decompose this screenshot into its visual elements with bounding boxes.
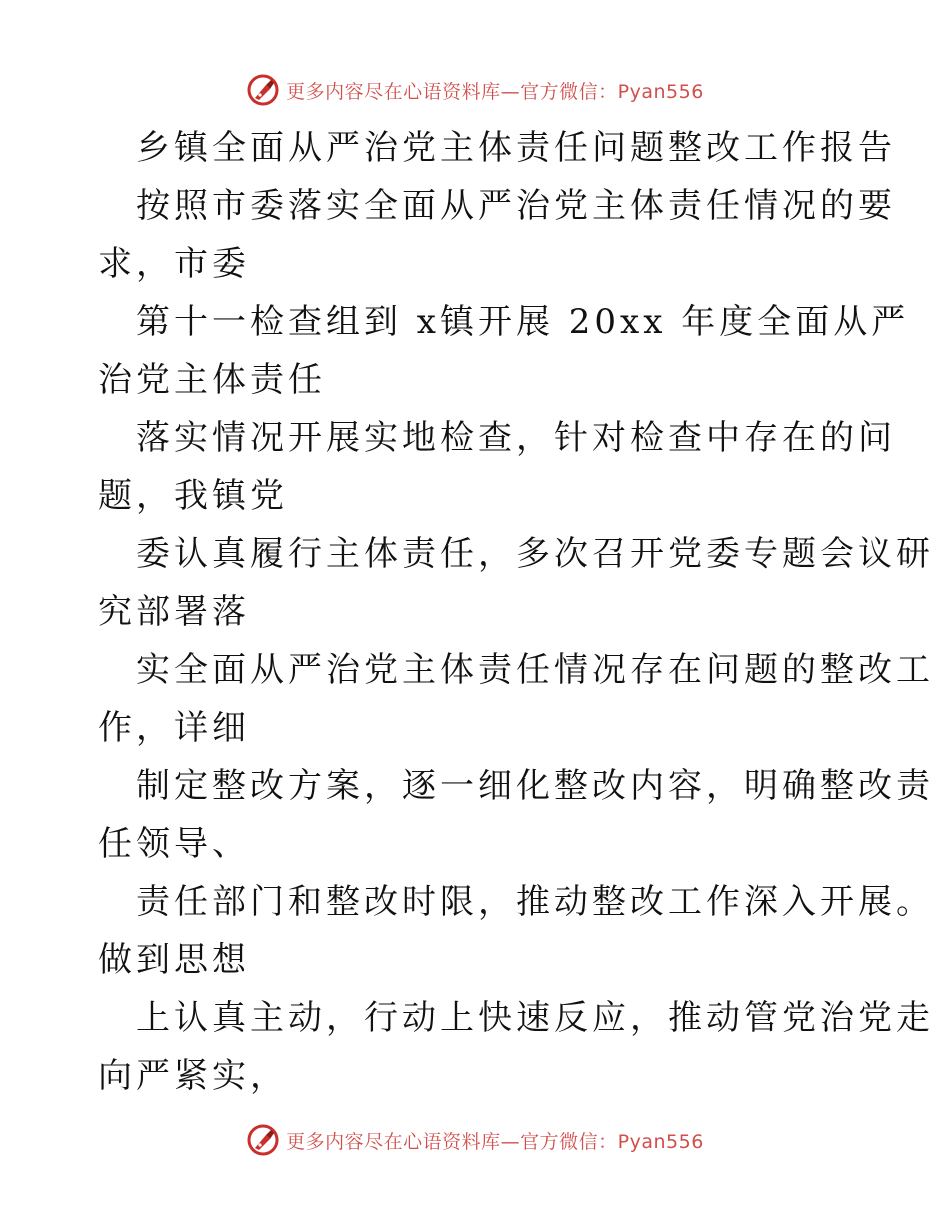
paragraph-line: 向严紧实， — [98, 1056, 288, 1096]
paragraph-line: 治党主体责任 — [98, 360, 326, 400]
pen-nib-logo-icon — [246, 73, 280, 107]
paragraph-line: 究部署落 — [98, 592, 250, 632]
paragraph-line: 责任部门和整改时限，推动整改工作深入开展。 — [136, 882, 934, 922]
paragraph-line: 按照市委落实全面从严治党主体责任情况的要 — [136, 186, 896, 226]
pen-nib-logo-icon — [246, 1123, 280, 1157]
footer-watermark — [0, 1120, 950, 1160]
watermark-text: 更多内容尽在心语资料库—官方微信：Pyan556 — [286, 80, 704, 103]
paragraph-line: 落实情况开展实地检查，针对检查中存在的问 — [136, 418, 896, 458]
paragraph-line: 题，我镇党 — [98, 476, 288, 516]
paragraph-line: 上认真主动，行动上快速反应，推动管党治党走 — [136, 998, 934, 1038]
paragraph-line: 制定整改方案，逐一细化整改内容，明确整改责 — [136, 766, 934, 806]
header-watermark — [0, 70, 950, 110]
paragraph-line: 作，详细 — [98, 708, 250, 748]
paragraph-line: 做到思想 — [98, 940, 250, 980]
watermark-text: 更多内容尽在心语资料库—官方微信：Pyan556 — [286, 1130, 704, 1153]
paragraph-line: 任领导、 — [98, 824, 250, 864]
paragraph-line: 实全面从严治党主体责任情况存在问题的整改工 — [136, 650, 934, 690]
document-title: 乡镇全面从严治党主体责任问题整改工作报告 — [136, 128, 896, 168]
paragraph-line: 委认真履行主体责任，多次召开党委专题会议研 — [136, 534, 934, 574]
paragraph-line: 求，市委 — [98, 244, 250, 284]
paragraph-line: 第十一检查组到 x镇开展 20xx 年度全面从严 — [136, 302, 910, 342]
